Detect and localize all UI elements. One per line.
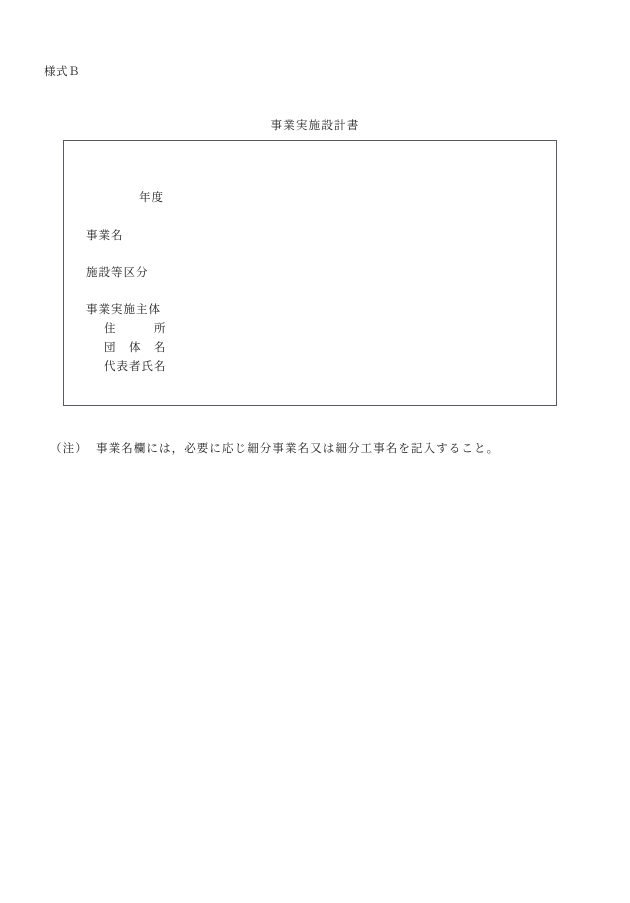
field-implementing-entity: 事業実施主体 xyxy=(86,304,161,316)
note-line xyxy=(50,440,499,456)
note-label: （注） xyxy=(50,443,88,455)
field-address: 住 所 xyxy=(104,323,167,335)
note-text: 事業名欄には，必要に応じ細分事業名又は細分工事名を記入すること。 xyxy=(96,443,500,455)
page-title: 事業実施設計書 xyxy=(270,120,360,132)
field-year: 年度 xyxy=(139,192,164,204)
field-facility-classification: 施設等区分 xyxy=(86,267,149,279)
form-box xyxy=(63,140,557,406)
field-business-name: 事業名 xyxy=(86,230,124,242)
field-organization-name: 団 体 名 xyxy=(104,342,167,354)
field-representative-name: 代表者氏名 xyxy=(104,361,167,373)
form-code: 様式Ｂ xyxy=(44,66,80,78)
form-box-inner xyxy=(64,141,556,405)
